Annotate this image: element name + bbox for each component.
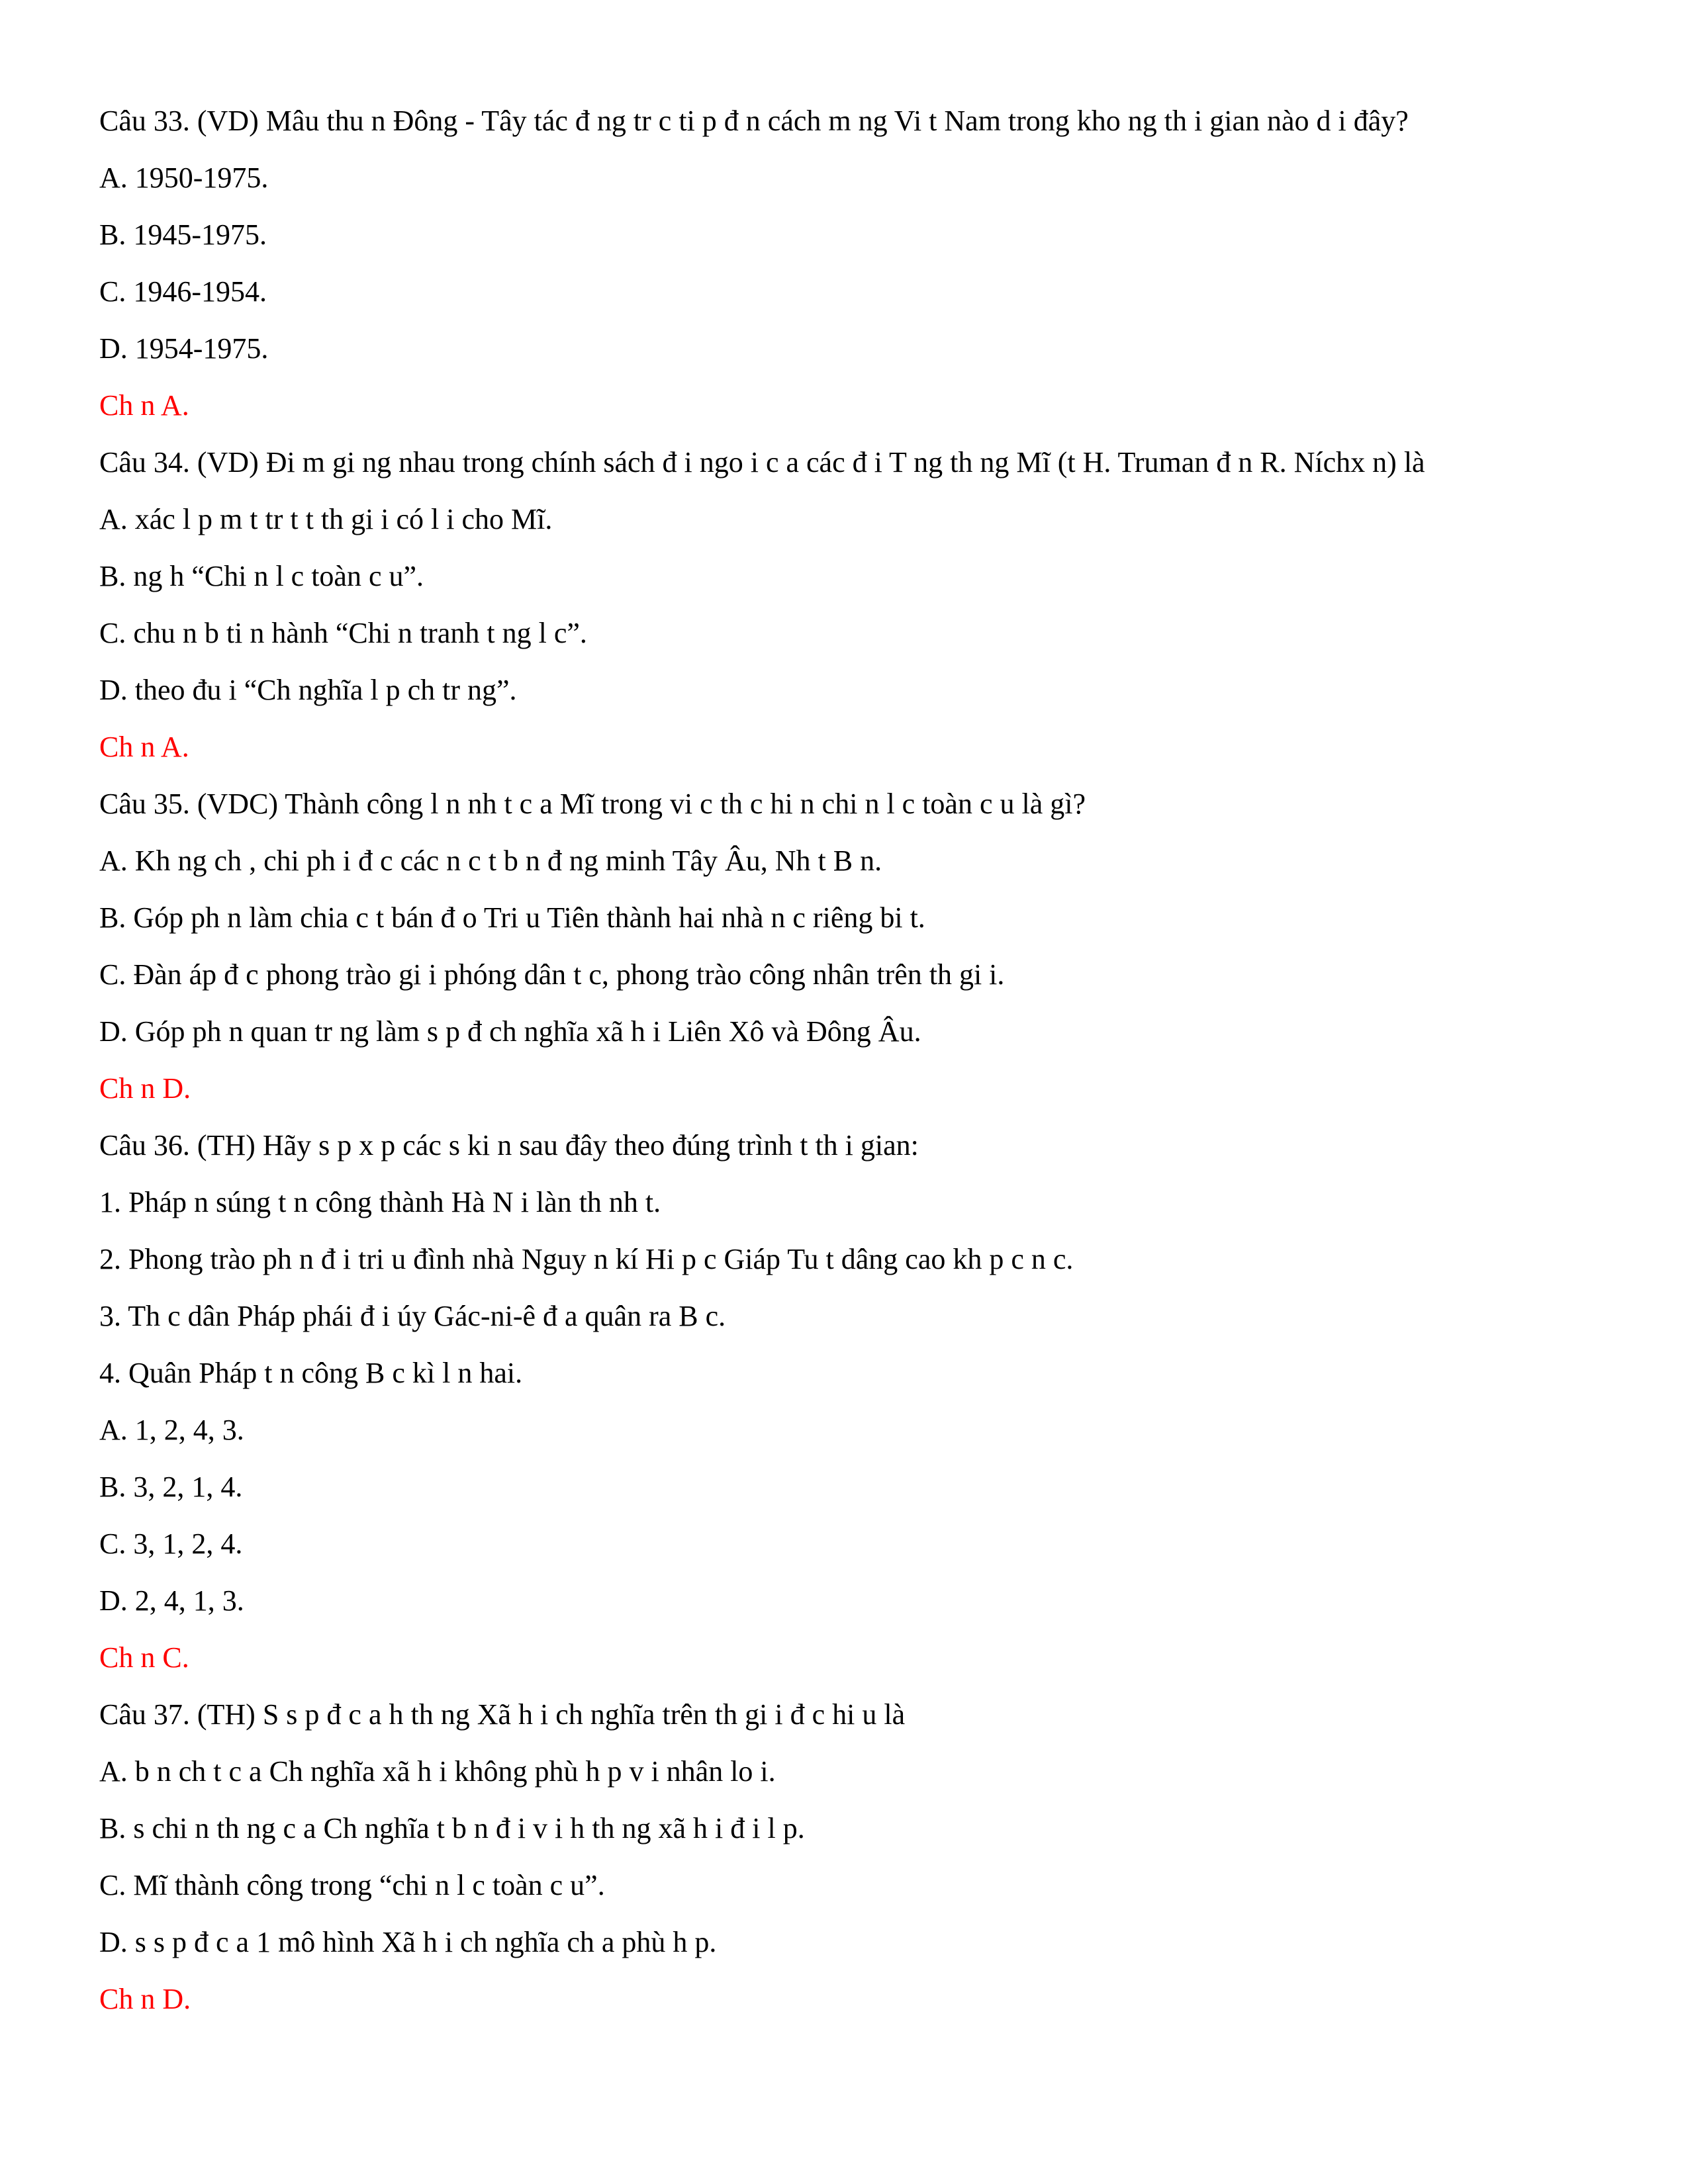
question-35-option-a: A. Kh ng ch , chi ph i đ c các n c t b n đ ng minh Tây Âu, Nh t B n.	[99, 844, 882, 877]
question-35-option-b: B. Góp ph n làm chia c t bán đ o Tri u Tiên thành hai nhà n c riêng bi t.	[99, 901, 925, 934]
question-35-option-c: C. Đàn áp đ c phong trào gi i phóng dân t c, phong trào công nhân trên th gi i.	[99, 958, 1005, 991]
question-34-option-d: D. theo đu i “Ch nghĩa l p ch tr ng”.	[99, 674, 517, 706]
question-33-answer: Ch n A.	[99, 389, 189, 422]
question-33-option-b: B. 1945-1975.	[99, 218, 267, 251]
question-37-option-c: C. Mĩ thành công trong “chi n l c toàn c u”.	[99, 1869, 605, 1901]
question-34-stem: Câu 34. (VD) Đi m gi ng nhau trong chính sách đ i ngo i c a các đ i T ng th ng Mĩ (t H. Truman đ n R. Níchx n) là	[99, 446, 1425, 478]
question-35-option-d: D. Góp ph n quan tr ng làm s p đ ch nghĩa xã h i Liên Xô và Đông Âu.	[99, 1015, 921, 1048]
question-36-event-1: 1. Pháp n súng t n công thành Hà N i làn th nh t.	[99, 1186, 661, 1218]
question-34-option-a: A. xác l p m t tr t t th gi i có l i cho Mĩ.	[99, 503, 553, 535]
question-35-answer: Ch n D.	[99, 1072, 191, 1105]
question-37-option-d: D. s s p đ c a 1 mô hình Xã h i ch nghĩa ch a phù h p.	[99, 1926, 717, 1958]
question-33-option-c: C. 1946-1954.	[99, 275, 267, 308]
question-37-answer: Ch n D.	[99, 1983, 191, 2015]
question-36-option-d: D. 2, 4, 1, 3.	[99, 1584, 244, 1617]
question-33-option-a: A. 1950-1975.	[99, 161, 269, 194]
question-34-option-c: C. chu n b ti n hành “Chi n tranh t ng l c”.	[99, 617, 587, 649]
question-33-stem: Câu 33. (VD) Mâu thu n Đông - Tây tác đ ng tr c ti p đ n cách m ng Vi t Nam trong kho ng th i gian nào d i đây?	[99, 105, 1409, 137]
question-34-answer: Ch n A.	[99, 731, 189, 763]
question-36-answer: Ch n C.	[99, 1641, 189, 1674]
question-36-event-3: 3. Th c dân Pháp phái đ i úy Gác-ni-ê đ a quân ra B c.	[99, 1300, 726, 1332]
question-36-option-a: A. 1, 2, 4, 3.	[99, 1414, 244, 1446]
question-37-option-b: B. s chi n th ng c a Ch nghĩa t b n đ i v i h th ng xã h i đ i l p.	[99, 1812, 805, 1844]
question-36-option-c: C. 3, 1, 2, 4.	[99, 1527, 243, 1560]
question-37-stem: Câu 37. (TH) S s p đ c a h th ng Xã h i ch nghĩa trên th gi i đ c hi u là	[99, 1698, 906, 1731]
question-37-option-a: A. b n ch t c a Ch nghĩa xã h i không phù h p v i nhân lo i.	[99, 1755, 776, 1788]
question-36-event-4: 4. Quân Pháp t n công B c kì l n hai.	[99, 1357, 523, 1389]
question-33-option-d: D. 1954-1975.	[99, 332, 269, 365]
question-35-stem: Câu 35. (VDC) Thành công l n nh t c a Mĩ trong vi c th c hi n chi n l c toàn c u là gì?	[99, 788, 1086, 820]
document-page	[99, 93, 1589, 2028]
question-36-option-b: B. 3, 2, 1, 4.	[99, 1471, 243, 1503]
question-36-event-2: 2. Phong trào ph n đ i tri u đình nhà Nguy n kí Hi p c Giáp Tu t dâng cao kh p c n c.	[99, 1243, 1074, 1275]
question-36-stem: Câu 36. (TH) Hãy s p x p các s ki n sau đây theo đúng trình t th i gian:	[99, 1129, 919, 1161]
question-34-option-b: B. ng h “Chi n l c toàn c u”.	[99, 560, 424, 592]
